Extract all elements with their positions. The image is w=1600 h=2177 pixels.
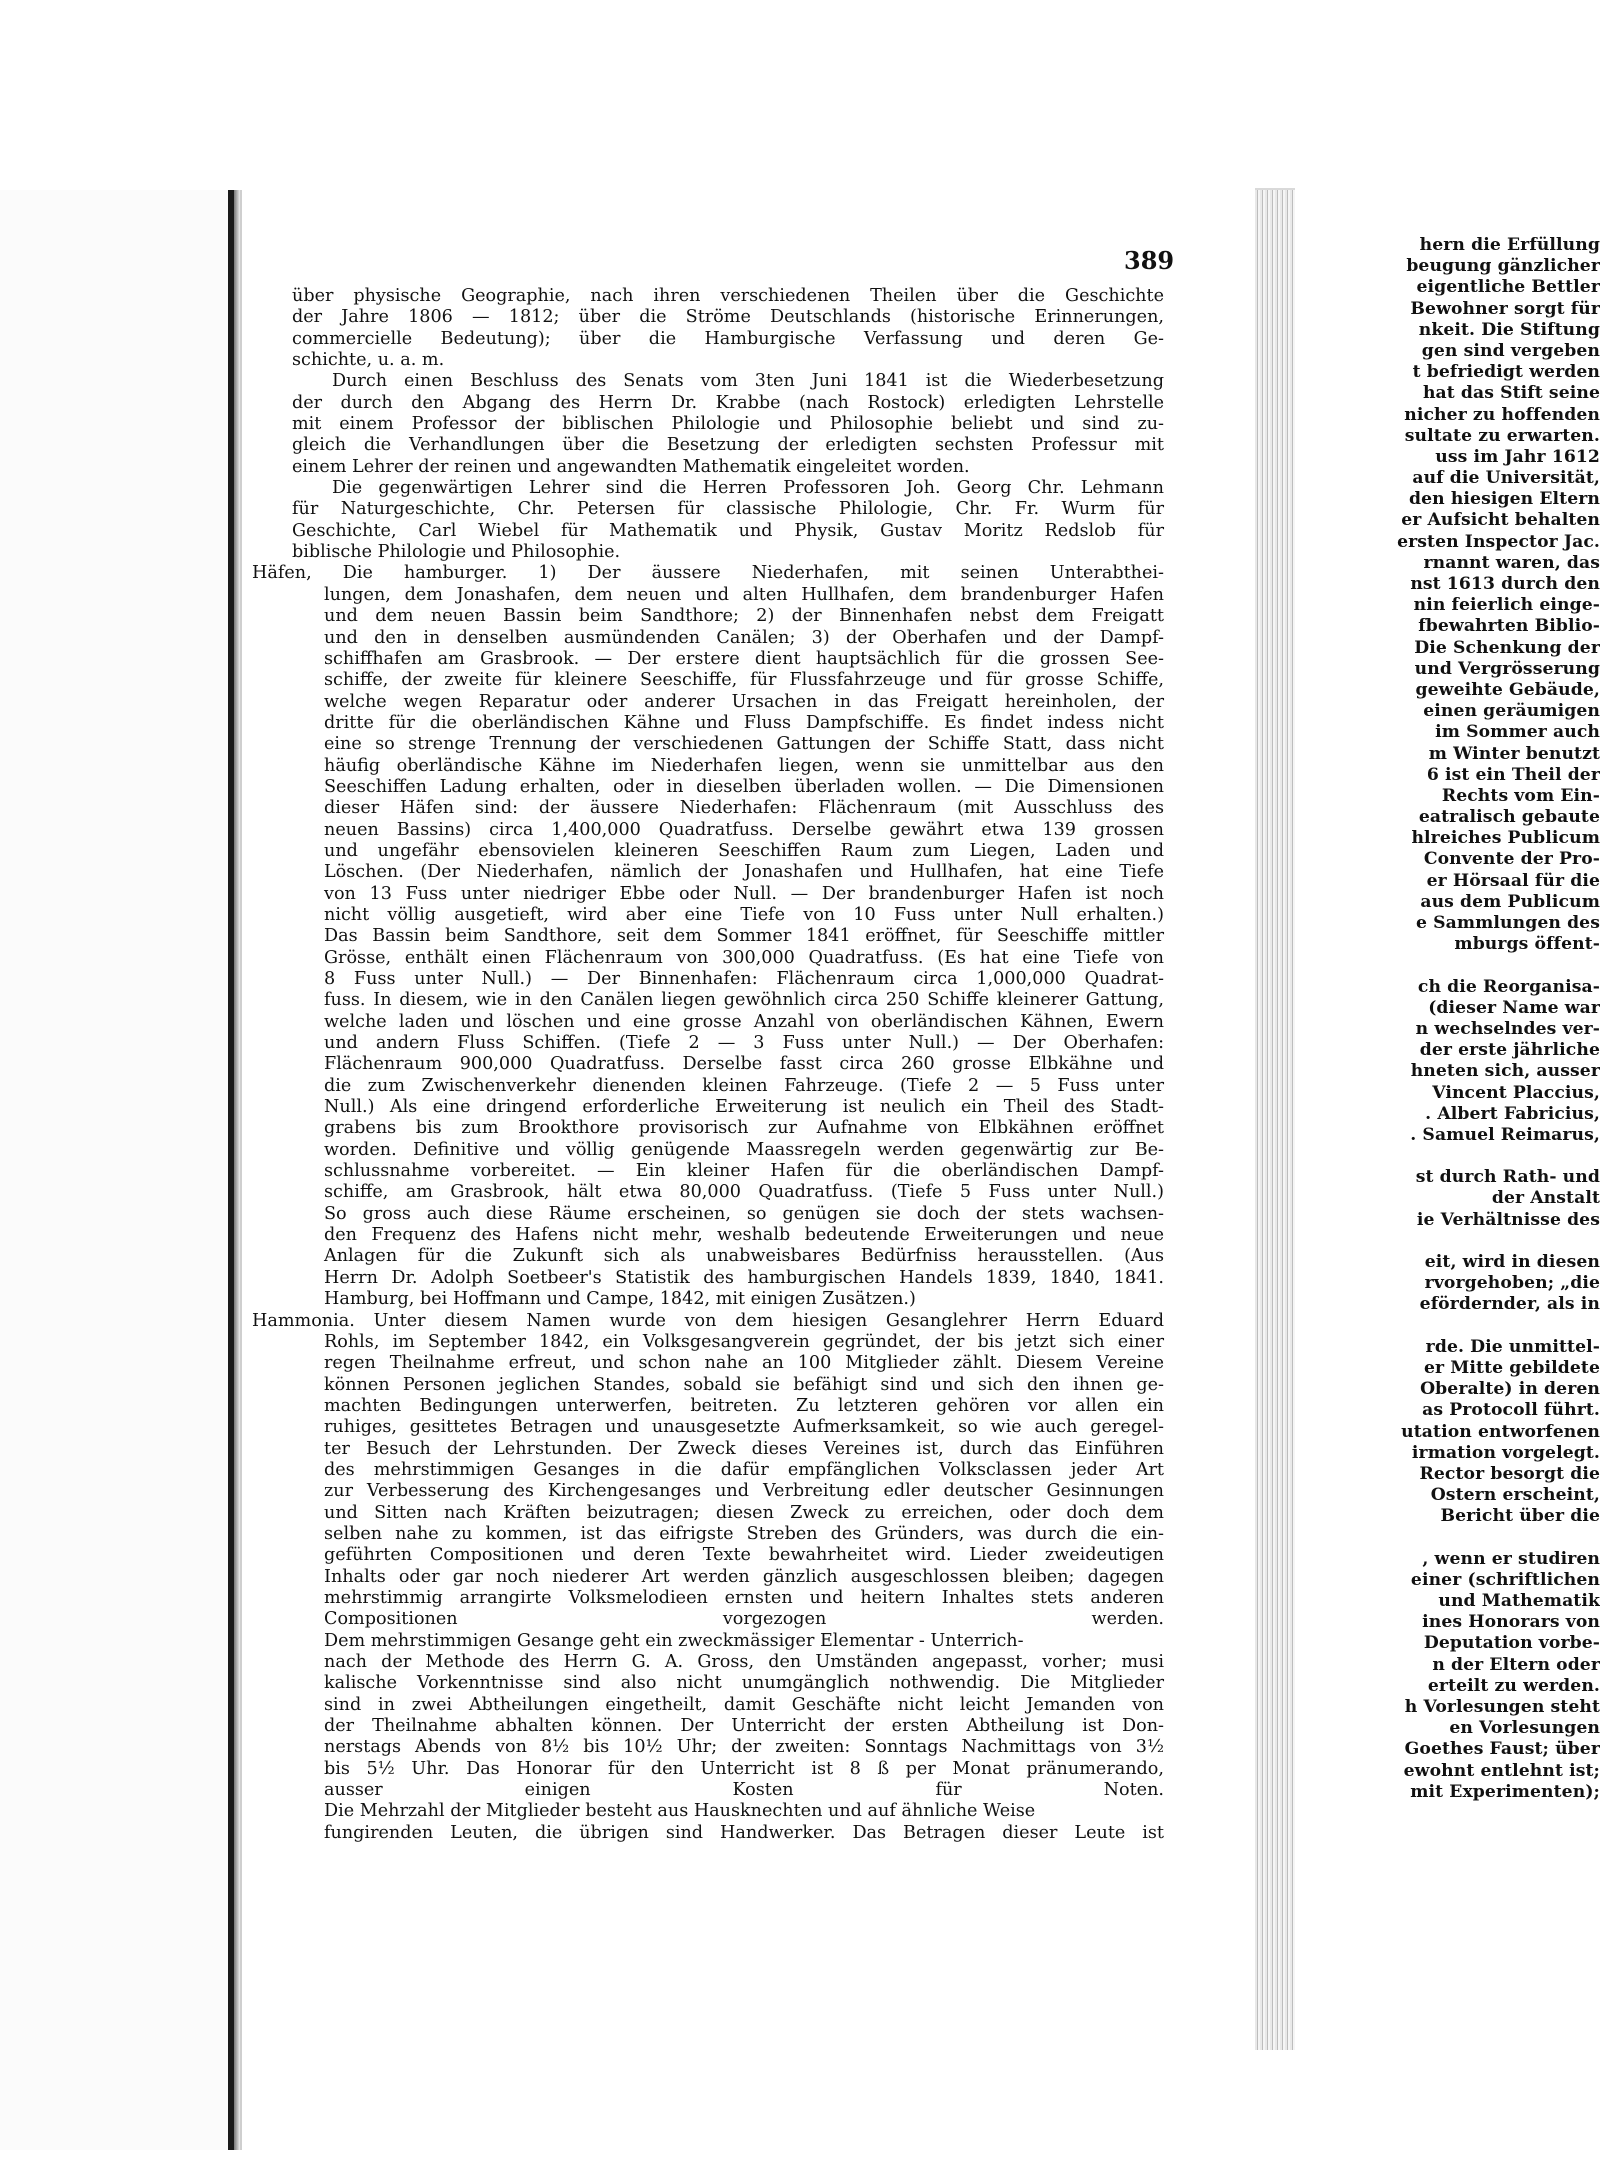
left-page-line: den hiesigen Eltern [1409,489,1600,510]
text-line: schiffhafen am Grasbrook. — Der erstere dient hauptsächlich für die grossen See- [324,648,1164,669]
text-line: und ungefähr ebensovielen kleineren Seeschiffen Raum zum Liegen, Laden und [324,840,1164,861]
left-page-line: Die Schenkung der [1414,637,1600,658]
left-page-line: Vincent Placcius, [1432,1082,1600,1103]
text-line: Die Mehrzahl der Mitglieder besteht aus Hausknechten und auf ähnliche Weise [324,1801,1036,1822]
text-line: die zum Zwischenverkehr dienenden kleinen Fahrzeuge. (Tiefe 2 — 5 Fuss unter [324,1075,1164,1096]
text-line: den Frequenz des Hafens nicht mehr, weshalb bedeutende Erweiterungen und neue [324,1225,1164,1246]
text-line: über physische Geographie, nach ihren verschiedenen Theilen über die Geschichte [292,286,1164,306]
left-page-line: hlreiches Publicum [1411,828,1600,849]
page-stack-edge [1255,190,1295,2050]
text-line: ter Besuch der Lehrstunden. Der Zweck dieses Vereines ist, durch das Einführen [324,1438,1164,1459]
text-line: gleich die Verhandlungen über die Besetzung der erledigten sechsten Professur mit [292,435,1164,456]
left-page-line: 6 ist ein Theil der [1426,764,1600,785]
left-page-line: utation entworfenen [1401,1421,1600,1442]
text-line: Grösse, enthält einen Flächenraum von 300,000 Quadratfuss. (Es hat eine Tiefe von [324,947,1164,968]
text-line: dritte für die oberländischen Kähne und Fluss Dampfschiffe. Es findet indess nicht [324,712,1164,733]
text-line: worden. Definitive und völlig genügende Maassregeln werden gegenwärtig zur Be- [324,1139,1164,1160]
left-page-line: Bewohner sorgt für [1410,298,1600,319]
text-line: biblische Philologie und Philosophie. [292,542,621,563]
left-page-line: Goethes Faust; über [1404,1739,1600,1760]
text-line: Rohls, im September 1842, ein Volksgesangverein gegründet, der bis jetzt sich einer [324,1331,1164,1352]
text-line: und andern Fluss Schiffen. (Tiefe 2 — 3 Fuss unter Null.) — Der Oberhafen: [324,1033,1164,1054]
left-page-line: Rector besorgt die [1419,1463,1600,1484]
text-line: schichte, u. a. m. [292,350,445,371]
text-line: für Naturgeschichte, Chr. Petersen für classische Philologie, Chr. Fr. Wurm für [292,499,1164,520]
main-text-column [252,286,1164,1844]
left-page-line: . Albert Fabricius, [1425,1103,1600,1124]
left-page-line: irmation vorgelegt. [1411,1442,1600,1463]
left-page-line: nst 1613 durch den [1410,574,1600,594]
left-page-line: mit Experimenten); [1410,1781,1600,1802]
entry-heading-line: Häfen, Die hamburger. 1) Der äussere Niederhafen, mit seinen Unterabthei- [252,563,1164,584]
text-line: sind in zwei Abtheilungen eingetheilt, damit Geschäfte nicht leicht Jemanden von [324,1694,1164,1715]
text-line: nach der Methode des Herrn G. A. Gross, den Umständen angepasst, vorher; musi [324,1652,1164,1672]
left-page-line: hat das Stift seine [1422,383,1600,404]
left-page-line [1372,1527,1600,1548]
left-page-line: rvorgehoben; „die [1424,1273,1600,1294]
text-line: selben nahe zu kommen, ist das eifrigste Streben des Gründers, was durch die ein- [324,1523,1164,1544]
text-line: Inhalts oder gar noch niederer Art werden gänzlich ausgeschlossen bleiben; dagegen [324,1566,1164,1587]
page-number: 389 [1124,246,1175,275]
left-page-line: beugung gänzlicher [1406,256,1600,277]
text-line: commercielle Bedeutung); über die Hamburgische Verfassung und deren Ge- [292,328,1164,349]
left-page-line: nicher zu hoffenden [1404,404,1600,425]
left-page-line: einer (schriftlichen [1410,1569,1600,1590]
previous-page [0,190,228,2150]
left-page-line: fbewahrten Biblio- [1418,616,1600,637]
left-page-line: uss im Jahr 1612 [1435,446,1600,467]
left-page-line: Convente der Pro- [1423,849,1600,870]
text-line: und den in denselben ausmündenden Canälen; 3) der Oberhafen und der Dampf- [324,627,1164,648]
left-page-line: nin feierlich einge- [1413,595,1600,616]
left-page-line: Oberalte) in deren [1420,1379,1600,1400]
text-line: schiffe, der zweite für kleinere Seeschiffe, für Flussfahrzeuge und für grosse Schiffe, [324,670,1164,691]
text-line: welche laden und löschen und eine grosse Anzahl von oberländischen Kähnen, Ewern [324,1011,1164,1032]
text-line: Null.) Als eine dringend erforderliche Erweiterung ist neulich ein Theil des Stadt- [324,1097,1164,1118]
text-line: 8 Fuss unter Null.) — Der Binnenhafen: Flächenraum circa 1,000,000 Quadrat- [324,969,1164,989]
text-line: mehrstimmig arrangirte Volksmelodieen ernsten und heitern Inhaltes stets anderen [324,1587,1164,1608]
left-page-line: er Hörsaal für die [1426,870,1600,891]
left-page-line: Bericht über die [1440,1506,1600,1527]
left-page-line: as Protocoll führt. [1422,1400,1600,1421]
text-line: einem Lehrer der reinen und angewandten Mathematik eingeleitet worden. [292,456,970,477]
left-page-line: n wechselndes ver- [1415,1018,1600,1039]
text-line: ruhiges, gesittetes Betragen und unausgesetzte Aufmerksamkeit, so wie auch geregel- [324,1417,1164,1438]
left-page-line: st durch Rath- und [1415,1167,1600,1188]
text-line: Das Bassin beim Sandthore, seit dem Sommer 1841 eröffnet, für Seeschiffe mittler [324,926,1164,947]
text-line: bis 5½ Uhr. Das Honorar für den Unterricht ist 8 ß per Monat pränumerando, [324,1758,1164,1779]
entry-heading-line: Hammonia. Unter diesem Namen wurde von dem hiesigen Gesanglehrer Herrn Eduard [252,1310,1164,1331]
text-line: der Theilnahme abhalten können. Der Unterricht der ersten Abtheilung ist Don- [324,1716,1164,1737]
text-line: neuen Bassins) circa 1,400,000 Quadratfuss. Derselbe gewährt etwa 139 grossen [324,819,1164,840]
left-page-line: m Winter benutzt [1428,743,1600,764]
text-line: Anlagen für die Zukunft sich als unabweisbares Bedürfniss herausstellen. (Aus [324,1246,1164,1267]
left-page-line [1372,1316,1600,1337]
left-page-line: eigentliche Bettler [1416,277,1600,298]
left-page-line: erteilt zu werden. [1427,1675,1600,1696]
text-line: schlussnahme vorbereitet. — Ein kleiner Hafen für die oberländischen Dampf- [324,1161,1164,1182]
left-page-line: der erste jährliche [1419,1040,1600,1061]
left-page-line: Deputation vorbe- [1423,1633,1600,1654]
text-line: eine so strenge Trennung der verschiedenen Gattungen der Schiffe Statt, dass nicht [324,734,1164,755]
text-line: lungen, dem Jonashafen, dem neuen und alten Hullhafen, dem brandenburger Hafen [324,584,1164,605]
text-line: Hamburg, bei Hoffmann und Campe, 1842, mit einigen Zusätzen.) [324,1289,916,1310]
left-page-line: n der Eltern oder [1432,1654,1600,1675]
left-page-line: en Vorlesungen [1449,1718,1600,1739]
left-page-line: sultate zu erwarten. [1404,425,1600,446]
text-line: schiffe, am Grasbrook, hält etwa 80,000 Quadratfuss. (Tiefe 5 Fuss unter Null.) [324,1182,1164,1203]
left-page-line: auf die Universität, [1412,468,1600,489]
left-page-line [1372,1146,1600,1167]
left-page-line: rde. Die unmittel- [1425,1336,1600,1357]
left-page-line: Rechts vom Ein- [1441,785,1600,806]
text-line: Löschen. (Der Niederhafen, nämlich der Jonashafen und Hullhafen, hat eine Tiefe [324,862,1164,883]
left-page-line [1372,955,1600,976]
text-line: Durch einen Beschluss des Senats vom 3ten Juni 1841 ist die Wiederbesetzung [332,371,1164,392]
left-page-line: geweihte Gebäude, [1415,679,1600,700]
previous-page-text [1372,235,1600,1803]
text-line: Flächenraum 900,000 Quadratfuss. Derselbe fasst circa 260 grosse Elbkähne und [324,1054,1164,1075]
text-line: nicht völlig ausgetieft, wird aber eine Tiefe von 10 Fuss unter Null erhalten.) [324,904,1164,925]
text-line: nerstags Abends von 8½ bis 10½ Uhr; der zweiten: Sonntags Nachmittags von 3½ [324,1737,1164,1758]
left-page-line: und Mathematik [1438,1591,1600,1611]
text-line: grabens bis zum Brookthore provisorisch zur Aufnahme von Elbkähnen eröffnet [324,1118,1164,1139]
left-page-line: t befriedigt werden [1412,362,1600,383]
text-line: So gross auch diese Räume erscheinen, so genügen sie doch der stets wachsen- [324,1203,1164,1224]
text-line: fungirenden Leuten, die übrigen sind Handwerker. Das Betragen dieser Leute ist [324,1822,1164,1843]
left-page-line: und Vergrösserung [1414,658,1600,679]
text-line: ausser einigen Kosten für Noten. [324,1780,1164,1801]
left-page-line: efördernder, als in [1419,1294,1600,1315]
text-line: regen Theilnahme erfreut, und schon nahe an 100 Mitglieder zählt. Diesem Vereine [324,1353,1164,1374]
text-line: der Jahre 1806 — 1812; über die Ströme Deutschlands (historische Erinnerungen, [292,307,1164,328]
text-line: Seeschiffen Ladung erhalten, oder in dieselben überladen wollen. — Die Dimensionen [324,776,1164,797]
text-line: machten Bedingungen unterwerfen, beitreten. Zu letzteren gehören vor allen ein [324,1395,1164,1416]
text-line: der durch den Abgang des Herrn Dr. Krabbe (nach Rostock) erledigten Lehrstelle [292,392,1164,413]
left-page-line: im Sommer auch [1435,722,1600,743]
left-page-line: ewohnt entlehnt ist; [1403,1760,1600,1781]
left-page-line: der Anstalt [1491,1188,1600,1209]
left-page-line: er Mitte gebildete [1424,1357,1600,1378]
text-line: fuss. In diesem, wie in den Canälen liegen gewöhnlich circa 250 Schiffe kleinerer Gattung, [324,990,1164,1011]
text-line: Compositionen vorgezogen werden. [324,1609,1164,1630]
text-line: dieser Häfen sind: der äussere Niederhafen: Flächenraum (mit Ausschluss des [324,798,1164,819]
left-page-line: einen geräumigen [1423,701,1600,722]
left-page-line: (dieser Name war [1428,997,1600,1018]
left-page-line: . Samuel Reimarus, [1410,1124,1600,1145]
left-page-line: hern die Erfüllung [1419,235,1600,255]
left-page-line: gen sind vergeben [1421,340,1600,361]
left-page-line: h Vorlesungen steht [1404,1696,1600,1717]
left-page-line: ch die Reorganisa- [1417,976,1600,997]
left-page-line: , wenn er studiren [1422,1548,1600,1569]
left-page-line: Ostern erscheint, [1430,1485,1600,1506]
left-page-line: ersten Inspector Jac. [1397,531,1600,552]
left-page-line: aus dem Publicum [1420,891,1600,912]
text-line: Geschichte, Carl Wiebel für Mathematik und Physik, Gustav Moritz Redslob für [292,520,1164,541]
text-line: und Sitten nach Kräften beizutragen; diesen Zweck zu erreichen, oder doch dem [324,1502,1164,1523]
text-line: Die gegenwärtigen Lehrer sind die Herren Professoren Joh. Georg Chr. Lehmann [332,478,1164,499]
text-line: häufig oberländische Kähne im Niederhafen liegen, wenn sie unmittelbar aus den [324,755,1164,776]
left-page-line: eit, wird in diesen [1424,1252,1600,1272]
left-page-line: e Sammlungen des [1415,913,1600,933]
left-page-line: nkeit. Die Stiftung [1418,319,1600,340]
left-page-line: hneten sich, ausser [1410,1061,1600,1082]
text-line: kalische Vorkenntnisse sind also nicht unumgänglich nothwendig. Die Mitglieder [324,1673,1164,1694]
text-line: und dem neuen Bassin beim Sandthore; 2) der Binnenhafen nebst dem Freigatt [324,606,1164,627]
left-page-line: eatralisch gebaute [1418,807,1600,828]
left-page-line: mburgs öffent- [1454,934,1600,955]
left-page-line: ines Honorars von [1422,1612,1600,1633]
left-page-line: rnannt waren, das [1423,552,1600,573]
text-line: zur Verbesserung des Kirchengesanges und Verbreitung edler deutscher Gesinnungen [324,1481,1164,1502]
left-page-line [1372,1231,1600,1252]
text-line: mit einem Professor der biblischen Philologie und Philosophie beliebt und sind zu- [292,414,1164,435]
text-line: können Personen jeglichen Standes, sobald sie befähigt sind und sich den ihnen ge- [324,1374,1164,1395]
text-line: Herrn Dr. Adolph Soetbeer's Statistik des hamburgischen Handels 1839, 1840, 1841. [324,1267,1164,1288]
text-line: geführten Compositionen und deren Texte bewahrheitet wird. Lieder zweideutigen [324,1545,1164,1566]
text-line: welche wegen Reparatur oder anderer Ursachen in das Freigatt hereinholen, der [324,691,1164,712]
text-line: Dem mehrstimmigen Gesange geht ein zweckmässiger Elementar - Unterrich- [324,1630,1024,1651]
left-page-line: ie Verhältnisse des [1416,1209,1600,1230]
left-page-line: er Aufsicht behalten [1401,510,1600,531]
text-line: von 13 Fuss unter niedriger Ebbe oder Null. — Der brandenburger Hafen ist noch [324,883,1164,904]
text-line: des mehrstimmigen Gesanges in die dafür empfänglichen Volksclassen jeder Art [324,1459,1164,1480]
